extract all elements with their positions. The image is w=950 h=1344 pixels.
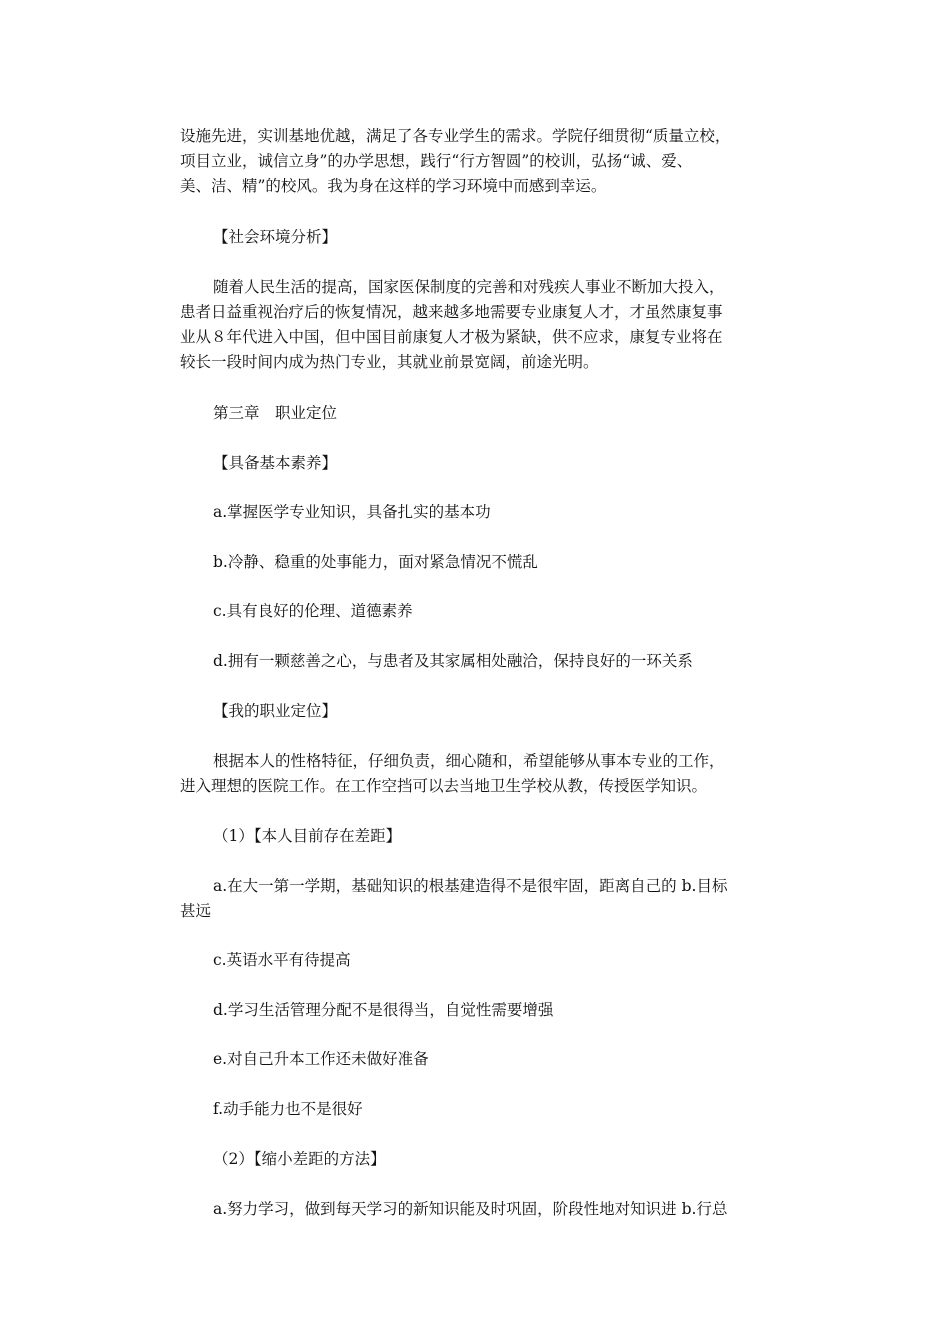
list-item-d bbox=[180, 649, 780, 674]
paragraph-campus-facilities bbox=[180, 124, 780, 199]
gap-item-a bbox=[180, 874, 780, 924]
list-item: a.努力学习，做到每天学习的新知识能及时巩固，阶段性地对知识进 b.行总 bbox=[213, 1200, 728, 1218]
list-item: a.掌握医学专业知识，具备扎实的基本功 bbox=[213, 503, 491, 521]
section-heading: 【我的职业定位】 bbox=[213, 702, 338, 720]
text-line: 美、洁、精”的校风。我为身在这样的学习环境中而感到幸运。 bbox=[180, 177, 607, 195]
paragraph-career-position bbox=[180, 749, 780, 799]
method-item-a bbox=[180, 1197, 780, 1222]
list-item: c.英语水平有待提高 bbox=[213, 951, 351, 969]
text-line: 项目立业，诚信立身”的办学思想，践行“行方智圆”的校训，弘扬“诚、爱、 bbox=[180, 152, 693, 170]
list-item-a bbox=[180, 500, 780, 525]
list-item: e.对自己升本工作还未做好准备 bbox=[213, 1050, 429, 1068]
text-line: 患者日益重视治疗后的恢复情况，越来越多地需要专业康复人才，才虽然康复事 bbox=[180, 303, 723, 321]
list-item: d.拥有一颗慈善之心，与患者及其家属相处融洽，保持良好的一环关系 bbox=[213, 652, 693, 670]
list-item: b.冷静、稳重的处事能力，面对紧急情况不慌乱 bbox=[213, 553, 538, 571]
chapter-title bbox=[180, 401, 780, 426]
list-item: c.具有良好的伦理、道德素养 bbox=[213, 602, 413, 620]
list-item: a.在大一第一学期，基础知识的根基建造得不是很牢固，距离自己的 b.目标 bbox=[213, 877, 728, 895]
list-item-b bbox=[180, 550, 780, 575]
heading-basic-qualities bbox=[180, 451, 780, 476]
list-item-c bbox=[180, 599, 780, 624]
gap-item-d bbox=[180, 998, 780, 1023]
list-item: d.学习生活管理分配不是很得当，自觉性需要增强 bbox=[213, 1001, 554, 1019]
paragraph-social-environment bbox=[180, 275, 780, 375]
text-line: 较长一段时间内成为热门专业，其就业前景宽阔，前途光明。 bbox=[180, 353, 599, 371]
gap-item-f bbox=[180, 1097, 780, 1122]
heading-social-environment bbox=[180, 225, 780, 250]
heading-narrow-gap-methods bbox=[180, 1147, 780, 1172]
list-item: f.动手能力也不是很好 bbox=[213, 1100, 363, 1118]
heading-career-position bbox=[180, 699, 780, 724]
text-line: 进入理想的医院工作。在工作空挡可以去当地卫生学校从教，传授医学知识。 bbox=[180, 777, 708, 795]
text-line: 根据本人的性格特征，仔细负责，细心随和，希望能够从事本专业的工作， bbox=[213, 752, 725, 770]
section-heading: 【具备基本素养】 bbox=[213, 454, 338, 472]
section-heading: 【社会环境分析】 bbox=[213, 228, 338, 246]
text-line: 甚远 bbox=[180, 902, 212, 920]
heading-current-gap bbox=[180, 824, 780, 849]
gap-item-c bbox=[180, 948, 780, 973]
section-heading: （2）【缩小差距的方法】 bbox=[213, 1150, 386, 1168]
gap-item-e bbox=[180, 1047, 780, 1072]
text-line: 业从８年代进入中国，但中国目前康复人才极为紧缺，供不应求，康复专业将在 bbox=[180, 328, 723, 346]
section-heading: （1）【本人目前存在差距】 bbox=[213, 827, 402, 845]
text-line: 设施先进，实训基地优越，满足了各专业学生的需求。学院仔细贯彻“质量立校， bbox=[180, 127, 731, 145]
text-line: 随着人民生活的提高，国家医保制度的完善和对残疾人事业不断加大投入， bbox=[213, 278, 725, 296]
chapter-heading: 第三章 职业定位 bbox=[213, 404, 338, 422]
